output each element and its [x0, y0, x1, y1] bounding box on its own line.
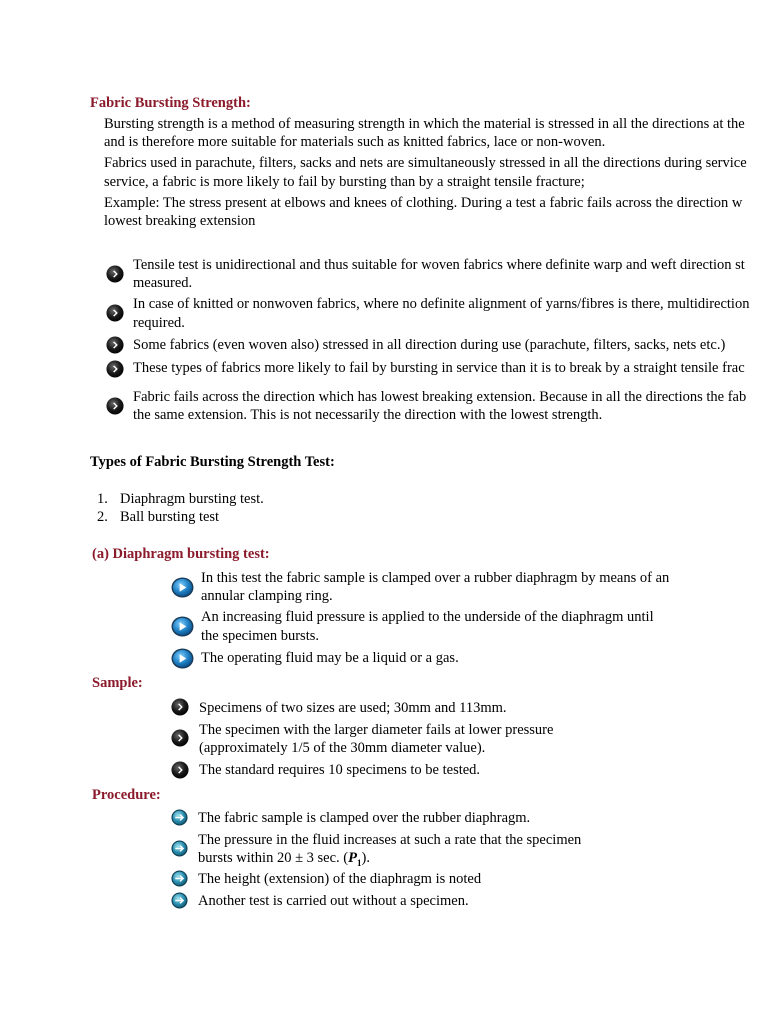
bullet-text: Fabric fails across the direction which has lowest breaking extension. Because in all the directions the fab	[133, 389, 747, 405]
bullet-text: The operating fluid may be a liquid or a gas.	[201, 650, 459, 666]
paragraph-line: Example: The stress present at elbows and knees of clothing. During a test a fabric fails across the direction w	[104, 195, 743, 211]
play-circle-blue-icon	[171, 616, 194, 637]
list-number: 2.	[97, 509, 108, 525]
bullet-text	[198, 849, 370, 872]
section-title: Fabric Bursting Strength:	[90, 95, 251, 111]
chevron-circle-dark-icon	[106, 304, 124, 322]
chevron-circle-dark-icon	[171, 729, 189, 747]
bullet-text: measured.	[133, 275, 193, 291]
bullet-text-part: bursts within 20 ± 3 sec. (	[198, 850, 349, 866]
bullet-text: An increasing fluid pressure is applied to the underside of the diaphragm until	[201, 609, 654, 625]
bullet-text: the specimen bursts.	[201, 628, 319, 644]
bullet-text: (approximately 1/5 of the 30mm diameter value).	[199, 740, 486, 756]
sample-title: Sample:	[92, 675, 143, 691]
chevron-circle-dark-icon	[106, 360, 124, 378]
bullet-text: In this test the fabric sample is clamped over a rubber diaphragm by means of an	[201, 570, 670, 586]
list-number: 1.	[97, 491, 108, 507]
pressure-subscript: 1	[357, 857, 362, 868]
play-circle-blue-icon	[171, 648, 194, 669]
list-item: Ball bursting test	[120, 509, 220, 525]
diaphragm-title: (a) Diaphragm bursting test:	[92, 546, 270, 562]
bullet-text: required.	[133, 315, 185, 331]
list-item: Diaphragm bursting test.	[120, 491, 264, 507]
arrow-circle-teal-icon	[171, 840, 188, 857]
bullet-text: In case of knitted or nonwoven fabrics, where no definite alignment of yarns/fibres is there, multidirection	[133, 296, 750, 312]
bullet-text: The pressure in the fluid increases at such a rate that the specimen	[198, 832, 582, 848]
chevron-circle-dark-icon	[171, 698, 189, 716]
chevron-circle-dark-icon	[106, 265, 124, 283]
chevron-circle-dark-icon	[106, 397, 124, 415]
bullet-text: Specimens of two sizes are used; 30mm and 113mm.	[199, 700, 507, 716]
paragraph-line: and is therefore more suitable for materials such as knitted fabrics, lace or non-woven.	[104, 134, 606, 150]
play-circle-blue-icon	[171, 577, 194, 598]
bullet-text: annular clamping ring.	[201, 588, 333, 604]
chevron-circle-dark-icon	[171, 761, 189, 779]
paragraph-line: Fabrics used in parachute, filters, sacks and nets are simultaneously stressed in all the directions during service	[104, 155, 747, 171]
bullet-text: The specimen with the larger diameter fails at lower pressure	[199, 722, 554, 738]
bullet-text: Tensile test is unidirectional and thus suitable for woven fabrics where definite warp and weft direction st	[133, 257, 745, 273]
paragraph-line: lowest breaking extension	[104, 213, 256, 229]
bullet-text: The fabric sample is clamped over the rubber diaphragm.	[198, 810, 531, 826]
arrow-circle-teal-icon	[171, 892, 188, 909]
bullet-text: These types of fabrics more likely to fail by bursting in service than it is to break by a straight tensile frac	[133, 360, 745, 376]
bullet-text: Another test is carried out without a specimen.	[198, 893, 469, 909]
arrow-circle-teal-icon	[171, 809, 188, 826]
arrow-circle-teal-icon	[171, 870, 188, 887]
paragraph-line: service, a fabric is more likely to fail by bursting than by a straight tensile fracture;	[104, 174, 585, 190]
bullet-text: the same extension. This is not necessarily the direction with the lowest strength.	[133, 407, 603, 423]
bullet-text-part: ).	[361, 850, 370, 866]
bullet-text: The standard requires 10 specimens to be tested.	[199, 762, 481, 778]
chevron-circle-dark-icon	[106, 336, 124, 354]
types-title: Types of Fabric Bursting Strength Test:	[90, 454, 335, 470]
paragraph-line: Bursting strength is a method of measuring strength in which the material is stressed in all the directions at the	[104, 116, 745, 132]
bullet-text: The height (extension) of the diaphragm is noted	[198, 871, 482, 887]
bullet-text: Some fabrics (even woven also) stressed in all direction during use (parachute, filters, sacks, nets etc.)	[133, 337, 726, 353]
pressure-variable: P	[348, 850, 357, 866]
procedure-title: Procedure:	[92, 787, 161, 803]
